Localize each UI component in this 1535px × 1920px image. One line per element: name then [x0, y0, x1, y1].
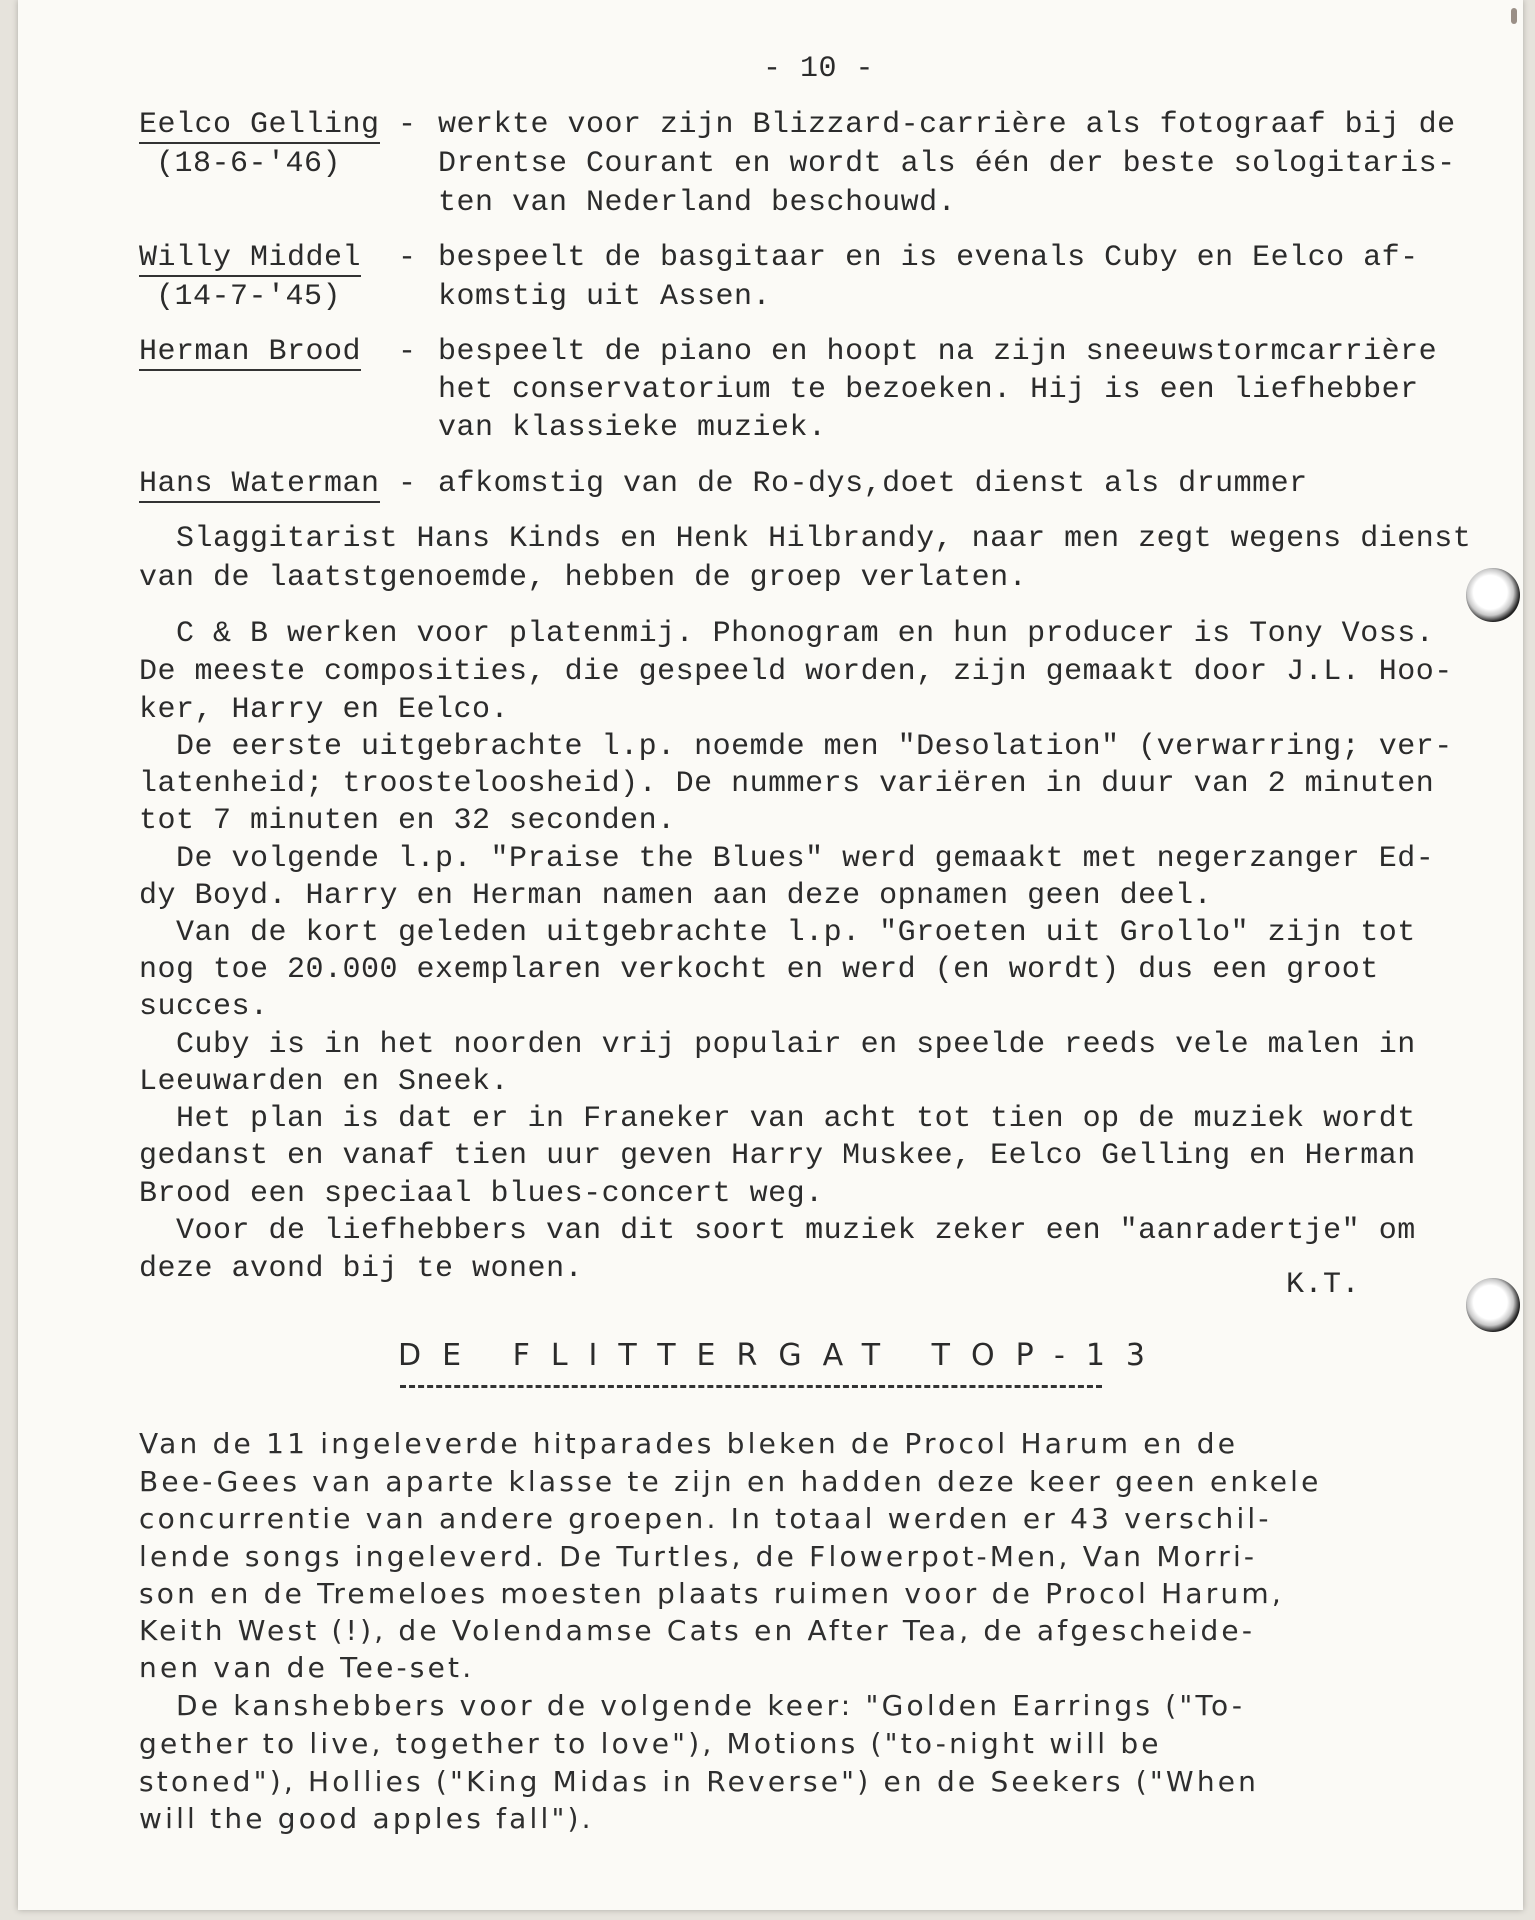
top13-line: son en de Tremeloes moesten plaats ruimen voor de Procol Harum,: [139, 1577, 1284, 1610]
top13-line: lende songs ingeleverd. De Turtles, de Flowerpot-Men, Van Morri-: [139, 1540, 1258, 1573]
body-line: Van de kort geleden uitgebrachte l.p. "Groeten uit Grollo" zijn tot: [176, 916, 1416, 950]
member-name: Eelco Gelling: [139, 108, 380, 142]
document-page: [18, 0, 1523, 1910]
dash: -: [398, 241, 417, 275]
body-line: De meeste composities, die gespeeld worden, zijn gemaakt door J.L. Hoo-: [139, 655, 1453, 689]
top13-line: De kanshebbers voor de volgende keer: "Golden Earrings ("To-: [176, 1689, 1246, 1722]
member-desc-line: werkte voor zijn Blizzard-carrière als fotograaf bij de: [438, 108, 1456, 142]
body-line: Slaggitarist Hans Kinds en Henk Hilbrandy, naar men zegt wegens dienst: [176, 522, 1472, 556]
dash: -: [398, 467, 417, 501]
member-born: (18-6-'46): [156, 147, 342, 181]
member-desc-line: bespeelt de basgitaar en is evenals Cuby en Eelco af-: [438, 241, 1419, 275]
top13-line: Bee-Gees van aparte klasse te zijn en hadden deze keer geen enkele: [139, 1465, 1322, 1498]
body-line: deze avond bij te wonen.: [139, 1252, 584, 1286]
top13-line: stoned"), Hollies ("King Midas in Reverse") en de Seekers ("When: [139, 1765, 1260, 1798]
body-line: De eerste uitgebrachte l.p. noemde men "Desolation" (verwarring; ver-: [176, 730, 1453, 764]
body-line: Leeuwarden en Sneek.: [139, 1065, 510, 1099]
body-line: Cuby is in het noorden vrij populair en speelde reeds vele malen in: [176, 1028, 1416, 1062]
top13-line: concurrentie van andere groepen. In totaal werden er 43 verschil-: [139, 1502, 1272, 1535]
top13-line: gether to live, together to love"), Motions ("to-night will be: [139, 1727, 1162, 1760]
body-line: van de laatstgenoemde, hebben de groep verlaten.: [139, 561, 1028, 595]
body-line: ker, Harry en Eelco.: [139, 693, 510, 727]
top13-line: nen van de Tee-set.: [139, 1651, 475, 1684]
member-desc-line: komstig uit Assen.: [438, 280, 772, 314]
member-desc-line: ten van Nederland beschouwd.: [438, 186, 957, 220]
member-name: Willy Middel: [139, 241, 362, 275]
top13-line: Keith West (!), de Volendamse Cats en After Tea, de afgescheide-: [139, 1614, 1256, 1647]
member-desc-line: Drentse Courant en wordt als één der beste sologitaris-: [438, 147, 1456, 181]
top13-line: will the good apples fall").: [139, 1802, 594, 1835]
body-line: De volgende l.p. "Praise the Blues" werd gemaakt met negerzanger Ed-: [176, 842, 1435, 876]
body-line: C & B werken voor platenmij. Phonogram en hun producer is Tony Voss.: [176, 617, 1435, 651]
dash: -: [398, 335, 417, 369]
body-line: nog toe 20.000 exemplaren verkocht en werd (en wordt) dus een groot: [139, 953, 1379, 987]
top13-line: Van de 11 ingeleverde hitparades bleken de Procol Harum en de: [139, 1427, 1239, 1460]
page-number: - 10 -: [763, 52, 875, 86]
member-name: Herman Brood: [139, 335, 362, 369]
body-line: dy Boyd. Harry en Herman namen aan deze opnamen geen deel.: [139, 879, 1213, 913]
body-line: Brood een speciaal blues-concert weg.: [139, 1177, 824, 1211]
scan-mark: [1511, 8, 1517, 24]
body-line: Het plan is dat er in Franeker van acht tot tien op de muziek wordt: [176, 1102, 1416, 1136]
member-desc-line: het conservatorium te bezoeken. Hij is een liefhebber: [438, 373, 1419, 407]
member-name: Hans Waterman: [139, 467, 380, 501]
punch-hole: [1466, 568, 1520, 622]
section-heading: DE FLITTERGAT TOP-13: [398, 1338, 1167, 1373]
member-born: (14-7-'45): [156, 280, 342, 314]
body-line: latenheid; troosteloosheid). De nummers variëren in duur van 2 minuten: [139, 767, 1435, 801]
body-line: tot 7 minuten en 32 seconden.: [139, 804, 676, 838]
body-line: gedanst en vanaf tien uur geven Harry Muskee, Eelco Gelling en Herman: [139, 1139, 1416, 1173]
heading-underline: [400, 1385, 1102, 1388]
signature: K.T.: [1286, 1268, 1361, 1302]
member-desc-line: afkomstig van de Ro-dys,doet dienst als drummer: [438, 467, 1308, 501]
body-line: Voor de liefhebbers van dit soort muziek zeker een "aanradertje" om: [176, 1214, 1416, 1248]
punch-hole: [1466, 1278, 1520, 1332]
dash: -: [398, 108, 417, 142]
member-desc-line: bespeelt de piano en hoopt na zijn sneeuwstormcarrière: [438, 335, 1438, 369]
member-desc-line: van klassieke muziek.: [438, 411, 827, 445]
body-line: succes.: [139, 990, 269, 1024]
